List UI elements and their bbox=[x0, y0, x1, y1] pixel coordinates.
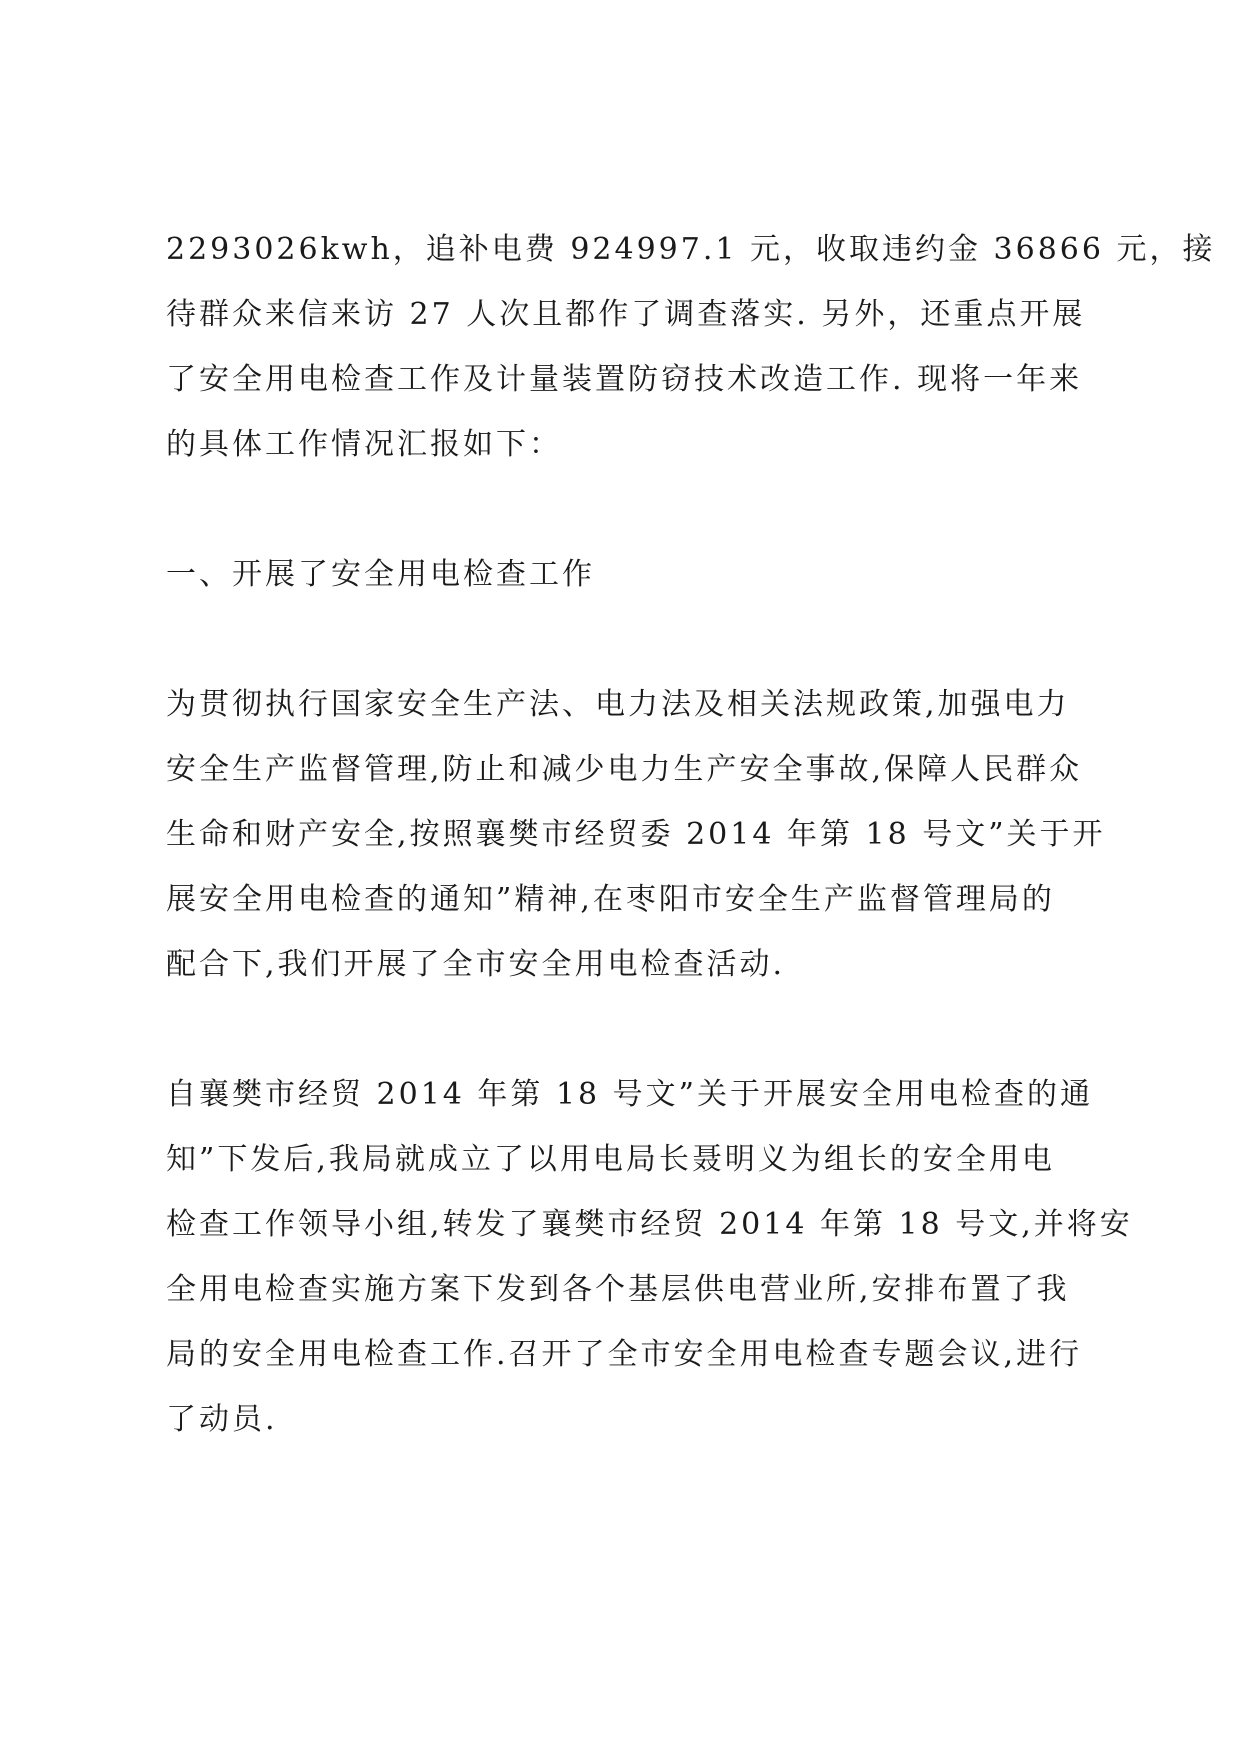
section-heading: 一、开展了安全用电检查工作 bbox=[166, 557, 595, 592]
paragraph-3-line-3: 生命和财产安全,按照襄樊市经贸委 2014 年第 18 号文”关于开 bbox=[166, 817, 1106, 852]
paragraph-4-line-2: 知”下发后,我局就成立了以用电局长聂明义为组长的安全用电 bbox=[166, 1142, 1055, 1177]
paragraph-3-line-4: 展安全用电检查的通知”精神,在枣阳市安全生产监督管理局的 bbox=[166, 882, 1055, 917]
paragraph-4-line-1: 自襄樊市经贸 2014 年第 18 号文”关于开展安全用电检查的通 bbox=[166, 1077, 1094, 1112]
paragraph-3-line-2: 安全生产监督管理,防止和减少电力生产安全事故,保障人民群众 bbox=[166, 752, 1083, 787]
paragraph-4-line-4: 全用电检查实施方案下发到各个基层供电营业所,安排布置了我 bbox=[166, 1272, 1070, 1307]
paragraph-4-line-3: 检查工作领导小组,转发了襄樊市经贸 2014 年第 18 号文,并将安 bbox=[166, 1207, 1133, 1242]
paragraph-1-line-2: 待群众来信来访 27 人次且都作了调查落实. 另外，还重点开展 bbox=[166, 297, 1086, 332]
paragraph-1-line-1: 2293026kwh，追补电费 924997.1 元，收取违约金 36866 元，接 bbox=[166, 232, 1216, 267]
paragraph-1-line-3: 了安全用电检查工作及计量装置防窃技术改造工作. 现将一年来 bbox=[166, 362, 1083, 397]
paragraph-4-line-5: 局的安全用电检查工作.召开了全市安全用电检查专题会议,进行 bbox=[166, 1337, 1083, 1372]
paragraph-1-line-4: 的具体工作情况汇报如下： bbox=[166, 427, 562, 462]
paragraph-3-line-1: 为贯彻执行国家安全生产法、电力法及相关法规政策,加强电力 bbox=[166, 687, 1070, 722]
paragraph-3-line-5: 配合下,我们开展了全市安全用电检查活动. bbox=[166, 947, 786, 982]
paragraph-4-line-6: 了动员. bbox=[166, 1402, 278, 1437]
